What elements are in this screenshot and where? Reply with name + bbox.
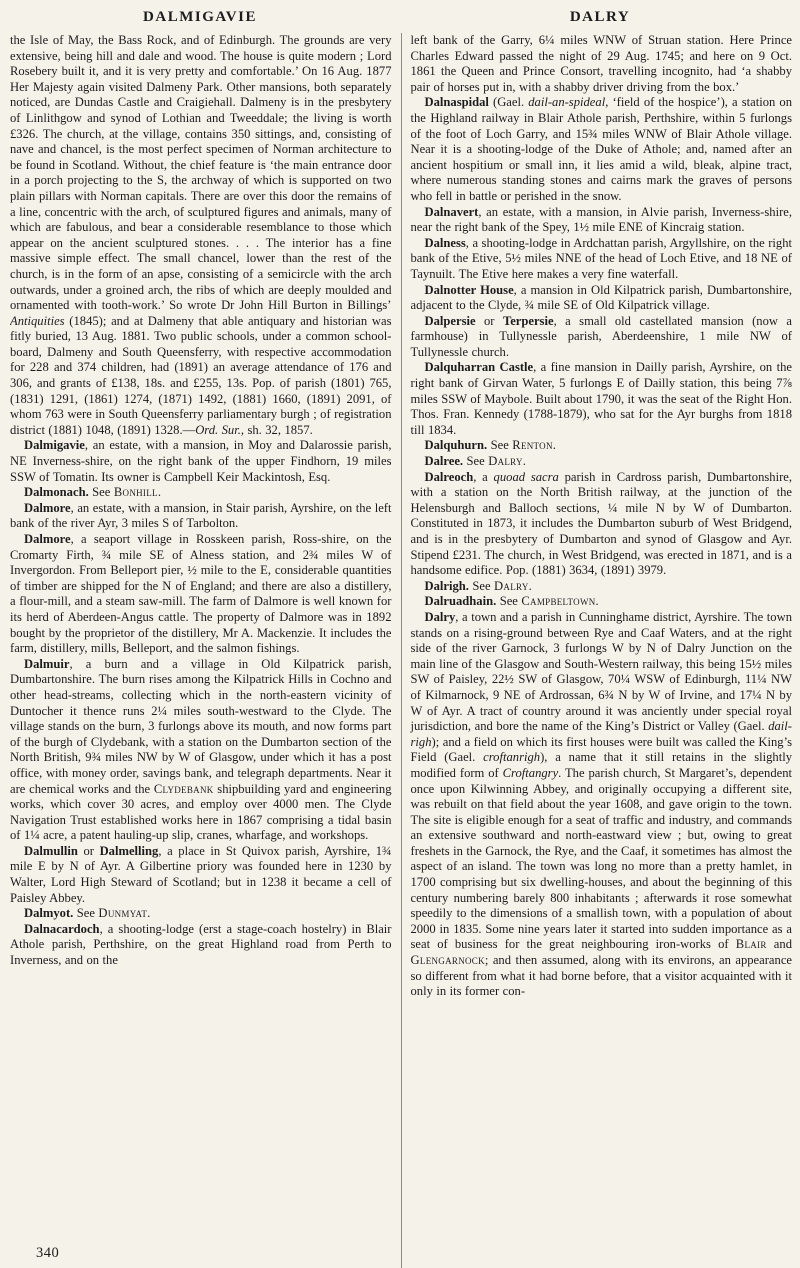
text-segment: , a seaport village in Rosskeen parish, Ross-shire, on the Cromarty Firth, ¾ mile SE of Alness station, and 2¾ miles W of Invergordon. From Belleport pier, ½ mile to the E, considerable quantities of timber are shipped for the N of England; and there are also a distillery, a flour-mill, and a steam saw-mill. The farm of Dalmore is well known for its herd of Aberdeen-Angus cattle. The property of Dalmore was in 1892 bought by the proprietor of the distillery, Mr A. Mackenzie. It includes the farm, distillery, mills, Belleport, and the salmon fishings. [10,532,392,656]
entry-paragraph [411,314,793,361]
text-segment: Croftangry [502,765,559,780]
text-segment: Renton. [512,438,557,453]
entry-paragraph [10,438,392,485]
text-segment: Dalnaspidal [424,95,489,110]
text-segment: , a fine mansion in Dailly parish, Ayrshire, on the right bank of Girvan Water, 5 furlongs E of Dailly station, this being 7⅞ miles SSW of Maybole. Built about 1790, it was the seat of the Right Hon. Thos. Fran. Kennedy (1788-1879), who sat for the Ayr burghs from 1818 till 1834. [410,360,792,437]
text-segment: Dalruadhain. [424,594,497,609]
text-segment: See [73,906,99,921]
text-segment: Dalmore [24,500,71,515]
text-segment: Dalmelling [99,843,159,858]
text-segment: Dalquhurn. [424,438,488,453]
text-segment: Dalry. [494,578,533,593]
text-segment: Dalmigavie [24,438,85,453]
text-segment: See [496,594,522,609]
text-segment: (1845); and at Dalmeny that able antiquary and historian was fitly buried, 13 Aug. 1881. Two public schools, under a common school-board, Dalmeny and South Queensferry, with respective accommodation for 228 and 374 children, had (1891) an average attendance of 176 and 306, and grants of £138, 18s. and £255, 13s. Pop. of parish (1801) 765, (1831) 1291, (1861) 1274, (1871) 1492, (1881) 1660, (1891) 2091, of whom 763 were in South Queensferry parliamentary burgh ; of registration district (1881) 1048, (1891) 1328.— [10,313,392,437]
text-segment: , a small old castellated mansion (now a farmhouse) in Tullynessle parish, Aberdeenshire, 1 mile NW of Tullynessle church. [410,313,792,359]
text-segment: Dalnavert [424,204,479,219]
text-segment: See [463,454,489,469]
text-segment: , a place in St Quivox parish, Ayrshire, 1¾ mile E by N of Ayr. A Gilbertine priory was founded here in 1230 by Walter, Lord High Steward of Scotland; but in 1238 it became a cell of Paisley Abbey. [10,843,392,905]
text-segment: ), a name that it still retains in the slightly modified form of [410,750,792,780]
entry-paragraph [411,283,793,314]
left-column [10,33,402,1268]
text-segment: ); and a field on which its first houses were built was called the King’s Field (Gael. [410,734,792,765]
text-segment: Glengarnock [410,953,485,968]
entry-paragraph [10,501,392,532]
entry-paragraph [10,922,392,969]
text-segment: Dalry [424,609,456,624]
text-segment: , a shooting-lodge in Ardchattan parish, Argyllshire, on the right bank of the Etive, 5½ miles NNE of the head of Loch Etive, and 18 NE of Taynuilt. The Etive here makes a very fine waterfall. [410,235,792,281]
entry-paragraph [411,95,793,204]
right-column-header: DALRY [569,9,631,25]
text-segment: Dalmyot. [24,906,74,921]
text-segment: , an estate, with a mansion, in Stair parish, Ayrshire, on the left bank of the river Ayr, 3 miles S of Tarbolton. [10,500,392,531]
text-segment: dail-an-spideal [528,95,606,110]
text-segment: Dalrigh. [424,578,469,593]
text-segment: , a burn and a village in Old Kilpatrick parish, Dumbartonshire. The burn rises among the Kilpatrick Hills in Cochno and other head-streams, collecting which in the north-eastern vicinity of Duntocher it thence runs 2¼ miles south-westward to the Clyde. The village stands on the burn, 3 furlongs above its mouth, and now forms part of the burgh of Clydebank, with a station on the Dumbarton section of the North British, 9¾ miles NW by W of Glasgow, under which it has a post office, with money order, savings bank, and telegraph departments. Near it are chemical works and the [10,656,392,796]
text-segment: parish in Cardross parish, Dumbartonshire, with a station on the North British railway, at the junction of the Helensburgh and Balloch sections, ¼ mile N by W of Dumbarton. Constituted in 1873, it includes the Dumbarton suburb of West Bridgend, and is in the presbytery of Dumbarton and synod of Glasgow and Ayr. Stipend £231. The church, in West Bridgend, was erected in 1871, and is a handsome edifice. Pop. (1881) 3634, (1891) 3979. [410,469,792,578]
text-segment: left bank of the Garry, 6¼ miles WNW of Struan station. Here Prince Charles Edward passed the night of 29 Aug. 1745; and here on 9 Oct. 1861 the Queen and Prince Consort, travelling incognito, had ‘a shabby pair of horses put in, with a shabby driver driving from the box.’ [410,33,792,94]
text-segment: , a shooting-lodge (erst a stage-coach hostelry) in Blair Athole parish, Perthshire, on the great Highland road from Perth to Inverness, and on the [10,921,392,968]
entry-paragraph [10,532,392,657]
text-segment: Dalmullin [24,843,78,858]
entry-paragraph [411,205,793,236]
text-segment: See [468,578,495,593]
page-number: 340 [36,1245,60,1261]
text-segment: Dalmonach. [24,485,89,500]
entry-paragraph [411,360,793,438]
text-segment: and [766,937,792,952]
text-segment: Dalnacardoch [24,921,100,936]
text-segment: , a [473,469,494,484]
entry-paragraph [411,470,793,579]
text-segment: , a town and a parish in Cunninghame district, Ayrshire. The town stands on a rising-ground between Rye and Caaf Waters, and at the right side of the river Garnock, 3 furlongs W by N of Dalry Junction on the main line of the Glasgow and South-Western railway, this being 15½ miles SW of Paisley, 22½ SW of Glasgow, 70¼ WSW of Edinburgh, 11¼ NW of Kilmarnock, 9 NE of Ardrossan, 6¾ N by W of Irvine, and 17¼ N by W of Ayr. A tract of country around it was anciently under special royal jurisdiction, and bore the name of the King’s District or Valley (Gael. [410,609,792,734]
text-segment: Clydebank [153,781,214,796]
text-segment: Bonhill. [113,485,162,500]
entry-paragraph [10,906,392,922]
text-segment: ; and then assumed, along with its environs, an appearance so different from what it had borne before, that a visitor acquainted with it only in its former con- [410,953,792,999]
text-segment: Dalree. [424,454,464,469]
text-segment: Antiquities [10,313,65,328]
left-column-header: DALMIGAVIE [143,9,257,25]
text-segment: Dalreoch [424,469,474,484]
entry-paragraph [10,657,392,844]
text-segment: or [77,843,100,858]
text-segment: (Gael. [488,95,529,110]
text-segment: Dalmore [24,532,71,546]
text-segment: Blair [735,937,767,952]
text-segment: , a mansion in Old Kilpatrick parish, Dumbartonshire, adjacent to the Clyde, ¾ mile SE of Old Kilpatrick village. [410,282,792,313]
text-segment: Dalpersie [424,313,476,328]
text-segment: See [487,438,513,453]
text-segment: the Isle of May, the Bass Rock, and of Edinburgh. The grounds are very extensive, being hill and dale and wood. The house is quite modern ; Lord Rosebery built it, and it is very pretty and comfortable.’ On 16 Aug. 1877 Her Majesty again visited Dalmeny Park. Other mansions, both separately noticed, are Dundas Castle and Craigiehall. Dalmeny is in the presbytery of Linlithgow and synod of Lothian and Tweeddale; the living is worth £326. The church, at the village, contains 350 sittings, and, consisting of nave and chancel, is the most perfect specimen of Norman architecture to be found in Scotland. Without, the chief feature is ‘the main entrance door in a porch projecting to the S, the archway of which is supported on two plain pillars with Norman capitals. There are over this door the remains of a line, concentric with the arch, of sculptured figures and animals, many of which are fabulous, and bear a considerable resemblance to those which appear on the ancient sculptured stones. . . . The interior has a fine massive simple effect. The small chancel, lower than the rest of the church, is in the form of an apse, consisting of a semicircle with the arch outwards, under a groined arch, the ribs of which are deeply moulded and ornamented with tooth-work.’ So wrote Dr John Hill Burton in Billings’ [10,33,392,313]
text-segment: See [88,485,114,500]
text-segment: Dalness [424,235,466,250]
text-segment: Campbeltown. [521,594,599,609]
entry-paragraph [411,594,793,610]
entry-paragraph [411,610,793,1000]
entry-paragraph [411,236,793,283]
right-column [402,33,793,1268]
text-segment: , an estate, with a mansion, in Moy and Dalarossie parish, NE Inverness-shire, on the right bank of the upper Findhorn, 19 miles SSW of Tomatin. Its owner is Campbell Keir Mackintosh, Esq. [10,438,392,484]
entry-paragraph [411,579,793,595]
entry-paragraph [411,438,793,454]
text-segment: Dalquharran Castle [424,360,534,375]
text-segment: . The parish church, St Margaret’s, dependent once upon Kilwinning Abbey, and originally occupying a different site, was rebuilt on that field about the year 1608, and gave origin to the town. The site is eligible enough for a seat of traffic and industry, and commands an extensive southward and north-eastward view ; but, owing to great freshets in the Garnock, the Rye, and the Caaf, it sometimes has almost the aspect of an island. The town was long no more than a pretty hamlet, in 1700 comprising but six dwelling-houses, and about the beginning of this century numbering barely 800 inhabitants ; afterwards it rose somewhat speedily to the dimensions of a smallish town, with a population of about 2000 in 1835. Some nine years later it started into sudden importance as a seat of business for the great neighbouring iron-works of [410,765,792,952]
entry-paragraph [10,33,392,438]
text-segment: Dalmuir [24,656,70,671]
text-segment: dail-righ [410,719,792,749]
entry-paragraph [411,454,793,470]
text-segment: sh. 32, 1857. [244,422,313,437]
text-segment: Dalry. [488,454,527,469]
running-heads [0,0,800,26]
text-segment: Terpersie [502,313,554,328]
entry-paragraph [411,33,793,95]
text-segment: Dunmyat. [98,906,151,921]
text-segment: , an estate, with a mansion, in Alvie parish, Inverness-shire, near the right bank of the Spey, 1½ mile ENE of Kincraig station. [410,204,792,235]
text-segment: shipbuilding yard and engineering works, which cover 30 acres, and employ over 4000 men. The Clyde Navigation Trust established works here in 1867 comprising a tidal basin of 1¼ acre, a patent hauling-up slip, cranes, wharfage, and workshops. [10,781,392,843]
text-segment: Ord. Sur., [195,422,245,437]
text-segment: croftanrigh [483,750,541,765]
entry-paragraph [10,485,392,501]
entry-paragraph [10,844,392,906]
text-segment: or [475,313,503,328]
text-segment: quoad sacra [493,469,559,484]
text-segment: Dalnotter House [424,282,514,297]
text-columns [0,33,800,1268]
text-segment: , ‘field of the hospice’), a station on the Highland railway in Blair Athole parish, Perthshire, within 5 furlongs of the foot of Loch Garry, and 15¾ miles WNW of Blair Athole village. Near it is a shooting-lodge of the Duke of Athole; and, named after an ancient hospitium or small inn, it lies amid a wild, bleak, alpine tract, where numerous standing stones and cairns mark the graves of persons who fell in battle or perished in the snow. [410,95,792,203]
